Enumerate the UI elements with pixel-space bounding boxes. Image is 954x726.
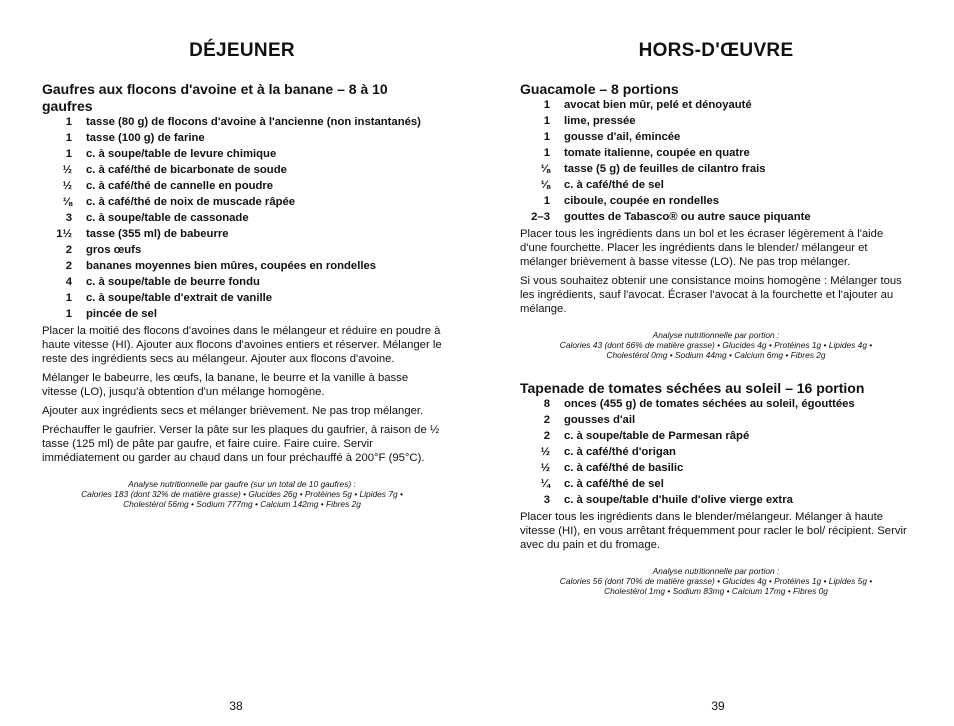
ingredient-desc: tasse (100 g) de farine xyxy=(86,132,205,144)
nutrition-heading: Analyse nutritionnelle par portion : xyxy=(652,330,780,340)
ingredient-qty: ⅛ xyxy=(540,163,550,175)
left-page xyxy=(42,0,442,726)
ingredient-desc: c. à café/thé de basilic xyxy=(564,462,684,474)
ingredient-item xyxy=(520,179,912,192)
right-page xyxy=(520,0,912,726)
ingredient-item xyxy=(42,260,442,273)
ingredient-qty: ⅛ xyxy=(62,196,72,208)
ingredient-qty: 2–3 xyxy=(531,211,550,223)
recipe-title: Guacamole – 8 portions xyxy=(520,81,679,97)
instruction-paragraph: Ajouter aux ingrédients secs et mélanger brièvement. Ne pas trop mélanger. xyxy=(42,405,424,417)
nutrition-line: Cholestérol 1mg • Sodium 83mg • Calcium 17mg • Fibres 0g xyxy=(604,586,828,596)
ingredient-qty: 1 xyxy=(543,131,550,143)
ingredient-desc: tomate italienne, coupée en quatre xyxy=(564,147,750,159)
ingredient-item xyxy=(520,462,912,475)
ingredient-qty: ⅛ xyxy=(540,179,550,191)
ingredient-item xyxy=(520,99,912,112)
recipe-tapenade xyxy=(520,380,912,596)
ingredient-desc: c. à café/thé de sel xyxy=(564,478,664,490)
section-title: HORS-D'ŒUVRE xyxy=(638,40,794,61)
ingredient-desc: bananes moyennes bien mûres, coupées en rondelles xyxy=(86,260,377,272)
ingredient-desc: ciboule, coupée en rondelles xyxy=(564,195,720,207)
instruction-paragraph: Placer la moitié des flocons d'avoines dans le mélangeur et réduire en poudre à haute vitesse (HI). Ajouter aux flocons d'avoines entiers et réserver. Mélanger le reste des ingrédients secs au mélangeur. Ajouter aux flocons d'avoine. xyxy=(42,325,442,365)
recipe-waffles xyxy=(42,81,442,509)
ingredient-qty: 1 xyxy=(543,115,550,127)
ingredient-desc: pincée de sel xyxy=(86,308,157,320)
ingredient-item xyxy=(42,212,442,225)
instruction-paragraph: Préchauffer le gaufrier. Verser la pâte sur les plaques du gaufrier, à raison de ½ tasse (125 ml) de pâte par gaufre, et faire cuire. Faire cuire. Servir immédiatement ou garder au chaud dans un four préchauffé à 200°F (95°C). xyxy=(42,424,440,464)
ingredient-item xyxy=(42,276,442,289)
nutrition-analysis xyxy=(520,566,912,596)
nutrition-analysis xyxy=(42,479,442,509)
ingredient-qty: 1 xyxy=(543,147,550,159)
ingredient-qty: 3 xyxy=(65,212,72,224)
ingredient-item xyxy=(42,292,442,305)
ingredient-item xyxy=(520,478,912,491)
ingredient-qty: 2 xyxy=(543,414,550,426)
nutrition-line: Calories 183 (dont 32% de matière grasse) • Glucides 26g • Protéines 5g • Lipides 7g • xyxy=(81,489,403,499)
right-page-content xyxy=(520,81,912,596)
ingredient-qty: ½ xyxy=(62,164,72,176)
nutrition-line: Calories 43 (dont 66% de matière grasse) • Glucides 4g • Protéines 1g • Lipides 4g • xyxy=(559,340,873,350)
ingredient-qty: 3 xyxy=(543,494,550,506)
ingredient-item xyxy=(42,196,442,209)
ingredient-desc: gros œufs xyxy=(86,244,142,256)
ingredient-desc: lime, pressée xyxy=(564,115,636,127)
instruction-paragraph: Placer tous les ingrédients dans le blender/mélangeur. Mélanger à haute vitesse (HI), en vous arrêtant fréquemment pour racler le bol/ récipient. Servir avec du pain et du fromage. xyxy=(520,511,907,551)
ingredient-desc: c. à café/thé de bicarbonate de soude xyxy=(86,164,287,176)
instruction-paragraph: Si vous souhaitez obtenir une consistance moins homogène : Mélanger tous les ingrédients, sauf l'avocat. Écraser l'avocat à la fourchette et l'ajouter au mélange. xyxy=(520,275,902,315)
ingredient-desc: c. à café/thé de cannelle en poudre xyxy=(86,180,274,192)
ingredient-qty: ½ xyxy=(62,180,72,192)
ingredient-item xyxy=(520,494,912,507)
ingredient-item xyxy=(42,148,442,161)
ingredient-list xyxy=(42,116,442,321)
ingredient-desc: c. à soupe/table de levure chimique xyxy=(86,148,277,160)
ingredient-item xyxy=(520,430,912,443)
ingredient-qty: ¼ xyxy=(540,478,550,490)
ingredient-desc: c. à soupe/table de beurre fondu xyxy=(86,276,260,288)
section-title: DÉJEUNER xyxy=(189,40,295,61)
nutrition-analysis xyxy=(520,330,912,360)
ingredient-item xyxy=(42,308,442,321)
ingredient-desc: c. à café/thé d'origan xyxy=(564,446,676,458)
ingredient-qty: 1 xyxy=(65,116,72,128)
recipe-guacamole xyxy=(520,81,912,360)
nutrition-line: Cholestérol 0mg • Sodium 44mg • Calcium 6mg • Fibres 2g xyxy=(606,350,826,360)
ingredient-desc: c. à café/thé de sel xyxy=(564,179,664,191)
ingredient-desc: tasse (355 ml) de babeurre xyxy=(86,228,229,240)
ingredient-qty: 2 xyxy=(65,260,72,272)
ingredient-item xyxy=(42,180,442,193)
ingredient-qty: 1 xyxy=(65,292,72,304)
ingredient-desc: avocat bien mûr, pelé et dénoyauté xyxy=(564,99,752,111)
ingredient-desc: c. à café/thé de noix de muscade râpée xyxy=(86,196,296,208)
ingredient-qty: 1 xyxy=(543,99,550,111)
ingredient-list xyxy=(520,398,912,507)
instruction-paragraph: Mélanger le babeurre, les œufs, la banane, le beurre et la vanille à basse vitesse (LO), jusqu'à obtention d'un mélange homogène. xyxy=(42,372,409,398)
ingredient-desc: c. à soupe/table d'huile d'olive vierge extra xyxy=(564,494,793,506)
ingredient-item xyxy=(520,163,912,176)
page-number: 38 xyxy=(229,699,243,713)
ingredient-qty: 4 xyxy=(65,276,72,288)
nutrition-heading: Analyse nutritionnelle par gaufre (sur un total de 10 gaufres) : xyxy=(128,479,356,489)
ingredient-desc: tasse (5 g) de feuilles de cilantro frais xyxy=(564,163,766,175)
ingredient-qty: 1½ xyxy=(56,228,72,240)
ingredient-desc: tasse (80 g) de flocons d'avoine à l'ancienne (non instantanés) xyxy=(86,116,421,128)
nutrition-heading: Analyse nutritionnelle par portion : xyxy=(652,566,780,576)
ingredient-list xyxy=(520,99,912,224)
recipe-title: Tapenade de tomates séchées au soleil – 16 portion xyxy=(520,380,865,396)
ingredient-item xyxy=(520,414,912,427)
instruction-paragraph: Placer tous les ingrédients dans un bol et les écraser légèrement à l'aide d'une fourchette. Placer les ingrédients dans le blender/ mélangeur et mélanger brièvement à basse vitesse (LO). Ne pas trop mélanger. xyxy=(520,228,884,268)
ingredient-qty: 2 xyxy=(543,430,550,442)
ingredient-qty: ½ xyxy=(540,462,550,474)
ingredient-item xyxy=(520,398,912,411)
recipe-title: Gaufres aux flocons d'avoine et à la banane – 8 à 10 gaufres xyxy=(42,81,388,114)
ingredient-item xyxy=(520,131,912,144)
ingredient-item xyxy=(520,115,912,128)
ingredient-desc: onces (455 g) de tomates séchées au soleil, égouttées xyxy=(564,398,855,410)
ingredient-item xyxy=(520,147,912,160)
ingredient-qty: 8 xyxy=(543,398,550,410)
ingredient-qty: 1 xyxy=(65,148,72,160)
ingredient-desc: c. à soupe/table de Parmesan râpé xyxy=(564,430,750,442)
ingredient-qty: ½ xyxy=(540,446,550,458)
ingredient-desc: c. à soupe/table de cassonade xyxy=(86,212,249,224)
ingredient-item xyxy=(42,164,442,177)
ingredient-item xyxy=(520,211,912,224)
ingredient-qty: 1 xyxy=(65,308,72,320)
ingredient-desc: gousses d'ail xyxy=(564,414,636,426)
nutrition-line: Calories 56 (dont 70% de matière grasse) • Glucides 4g • Protéines 1g • Lipides 5g • xyxy=(559,576,873,586)
ingredient-item xyxy=(42,228,442,241)
ingredient-item xyxy=(42,244,442,257)
ingredient-desc: c. à soupe/table d'extrait de vanille xyxy=(86,292,273,304)
ingredient-qty: 1 xyxy=(65,132,72,144)
recipe-spacer xyxy=(520,360,912,380)
page-number: 39 xyxy=(711,699,725,713)
ingredient-item xyxy=(42,132,442,145)
ingredient-item xyxy=(520,446,912,459)
ingredient-qty: 2 xyxy=(65,244,72,256)
ingredient-desc: gouttes de Tabasco® ou autre sauce piquante xyxy=(564,211,811,223)
ingredient-desc: gousse d'ail, émincée xyxy=(564,131,681,143)
ingredient-qty: 1 xyxy=(543,195,550,207)
ingredient-item xyxy=(42,116,442,129)
nutrition-line: Cholestérol 56mg • Sodium 777mg • Calcium 142mg • Fibres 2g xyxy=(123,499,361,509)
ingredient-item xyxy=(520,195,912,208)
